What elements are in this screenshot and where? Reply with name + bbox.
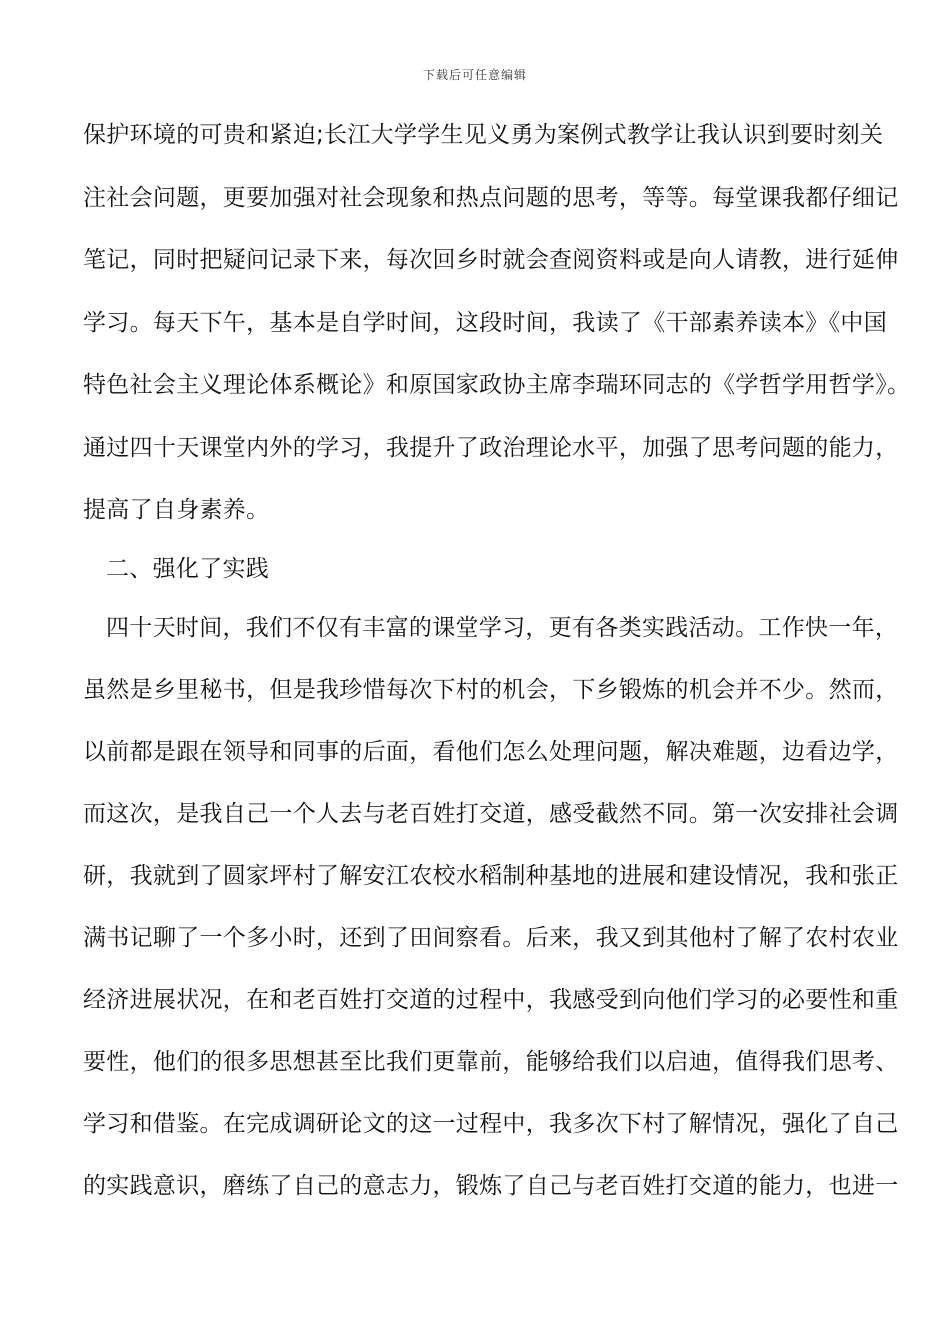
text-line: 经济进展状况，在和老百姓打交道的过程中，我感受到向他们学习的必要性和重 [83,987,899,1013]
page-header: 下载后可任意编辑 [422,68,527,82]
text-line: 特色社会主义理论体系概论》和原国家政协主席李瑞环同志的《学哲学用哲学》。 [83,372,911,398]
text-line: 要性，他们的很多思想甚至比我们更靠前，能够给我们以启迪，值得我们思考、 [83,1049,899,1075]
text-line: 保护环境的可贵和紧迫;长江大学学生见义勇为案例式教学让我认识到要时刻关 [83,122,884,148]
text-line: 的实践意识，磨练了自己的意志力，锻炼了自己与老百姓打交道的能力，也进一 [83,1173,899,1199]
text-line: 研，我就到了圆家坪村了解安江农校水稻制种基地的进展和建设情况，我和张正 [83,863,899,889]
text-line: 以前都是跟在领导和同事的后面，看他们怎么处理问题，解决难题，边看边学， [83,739,899,765]
text-line: 虽然是乡里秘书，但是我珍惜每次下村的机会，下乡锻炼的机会并不少。然而， [83,677,899,703]
section-heading: 二、强化了实践 [106,556,270,582]
text-line: 学习。每天下午，基本是自学时间，这段时间，我读了《干部素养读本》《中国 [83,310,887,336]
text-line: 提高了自身素养。 [83,497,270,523]
text-line: 通过四十天课堂内外的学习，我提升了政治理论水平，加强了思考问题的能力， [83,435,899,461]
text-line: 四十天时间，我们不仅有丰富的课堂学习，更有各类实践活动。工作快一年， [106,615,899,641]
text-line: 学习和借鉴。在完成调研论文的这一过程中，我多次下村了解情况，强化了自己 [83,1111,899,1137]
text-line: 满书记聊了一个多小时，还到了田间察看。后来，我又到其他村了解了农村农业 [83,925,899,951]
text-line: 而这次，是我自己一个人去与老百姓打交道，感受截然不同。第一次安排社会调 [83,801,899,827]
text-line: 注社会问题，更要加强对社会现象和热点问题的思考，等等。每堂课我都仔细记 [83,185,899,211]
text-line: 笔记，同时把疑问记录下来，每次回乡时就会查阅资料或是向人请教，进行延伸 [83,247,899,273]
